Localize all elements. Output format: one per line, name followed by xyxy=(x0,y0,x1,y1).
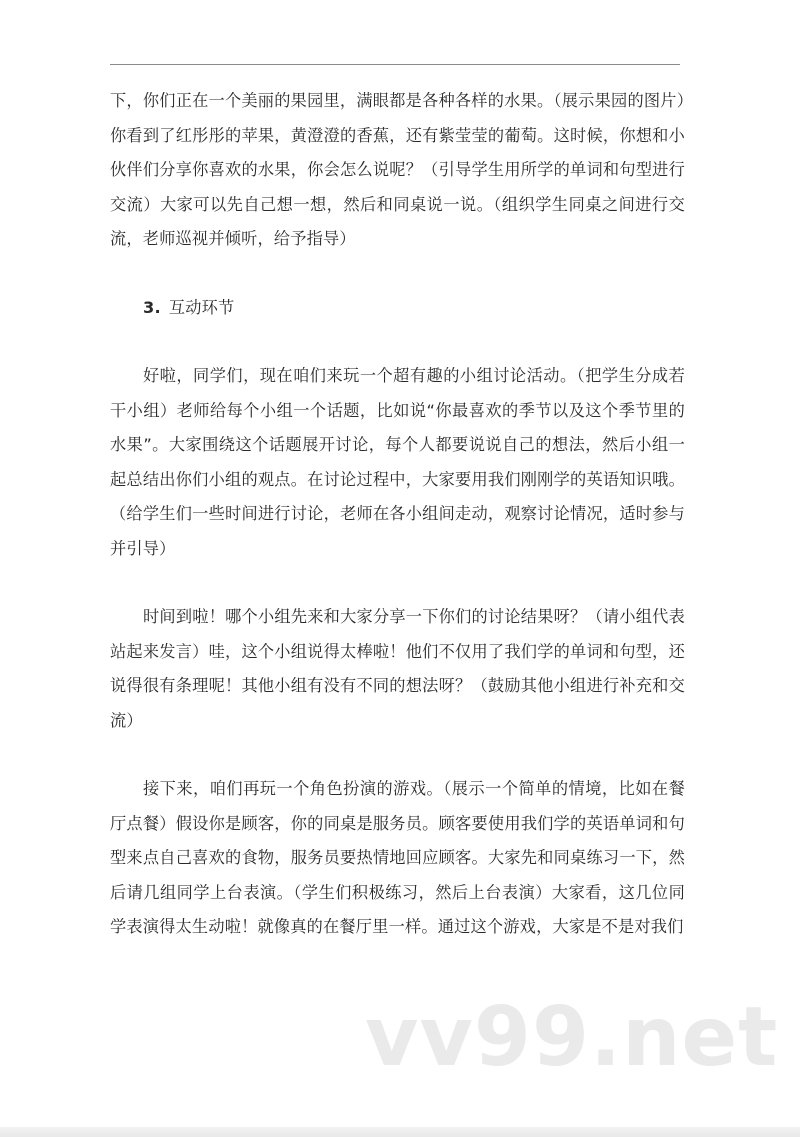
paragraph-group-discussion: 好啦，同学们，现在咱们来玩一个超有趣的小组讨论活动。（把学生分成若干小组）老师给每个小组一个话题，比如说“你最喜欢的季节以及这个季节里的水果”。大家围绕这个话题展开讨论，每个人都要说说自己的想法，然后小组一起总结出你们小组的观点。在讨论过程中，大家要用我们刚刚学的英语知识哦。（给学生们一些时间进行讨论，老师在各小组间走动，观察讨论情况，适时参与并引导） xyxy=(110,366,685,558)
page-bottom-edge xyxy=(0,1127,800,1137)
document-body xyxy=(110,84,685,945)
section-number: 3. xyxy=(143,297,161,317)
paragraph-share-results: 时间到啦！哪个小组先来和大家分享一下你们的讨论结果呀？（请小组代表站起来发言）哇，这个小组说得太棒啦！他们不仅用了我们学的单词和句型，还说得很有条理呢！其他小组有没有不同的想法呀？（鼓励其他小组进行补充和交流） xyxy=(110,607,685,730)
paragraph-orchard: 下，你们正在一个美丽的果园里，满眼都是各种各样的水果。（展示果园的图片）你看到了红彤彤的苹果，黄澄澄的香蕉，还有紫莹莹的葡萄。这时候，你想和小伙伴们分享你喜欢的水果，你会怎么说呢？（引导学生用所学的单词和句型进行交流）大家可以先自己想一想，然后和同桌说一说。（组织学生同桌之间进行交流，老师巡视并倾听，给予指导） xyxy=(110,91,685,248)
section-heading xyxy=(110,291,685,326)
header-rule xyxy=(110,64,680,65)
section-title: 互动环节 xyxy=(168,297,235,317)
watermark-logo: vv99.net xyxy=(365,990,779,1085)
paragraph-role-play: 接下来，咱们再玩一个角色扮演的游戏。（展示一个简单的情境，比如在餐厅点餐）假设你是顾客，你的同桌是服务员。顾客要使用我们学的英语单词和句型来点自己喜欢的食物，服务员要热情地回应顾客。大家先和同桌练习一下，然后请几组同学上台表演。（学生们积极练习，然后上台表演）大家看，这几位同学表演得太生动啦！就像真的在餐厅里一样。通过这个游戏，大家是不是对我们 xyxy=(110,779,685,936)
